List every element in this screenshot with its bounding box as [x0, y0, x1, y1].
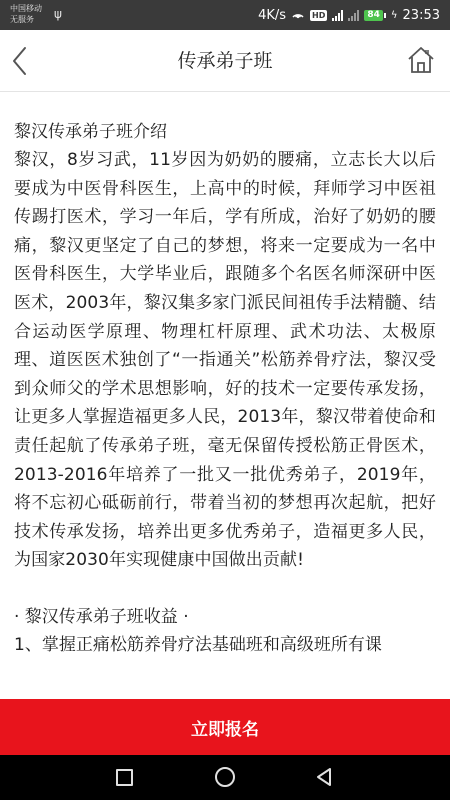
carrier-service: 无服务	[10, 15, 34, 24]
network-speed: 4K/s	[258, 7, 287, 23]
hotspot-icon	[291, 7, 305, 23]
home-button[interactable]	[406, 44, 436, 76]
status-indicators	[258, 0, 440, 30]
battery-tip	[384, 13, 386, 18]
signup-button[interactable]: 立即报名	[0, 699, 450, 755]
hd-badge: HD	[312, 10, 326, 20]
system-nav-bar	[0, 755, 450, 800]
carrier-info	[10, 3, 42, 25]
square-recent-apps-icon[interactable]	[116, 769, 133, 786]
home-icon	[406, 44, 436, 76]
signal-strength-icon	[332, 9, 343, 21]
article-content[interactable]	[0, 93, 450, 699]
carrier-name: 中国移动	[10, 4, 42, 13]
triangle-back-icon[interactable]	[314, 766, 336, 788]
benefit-item: 1、掌握正痛松筋养骨疗法基础班和高级班所有课	[14, 634, 382, 655]
battery-icon	[364, 10, 386, 21]
page-title: 传承弟子班	[177, 50, 273, 72]
charging-icon: ϟ	[390, 9, 398, 21]
battery-level: 84	[364, 10, 383, 21]
clock: 23:53	[402, 7, 440, 23]
usb-icon: ψ	[54, 7, 62, 21]
intro-body: 黎汉，8岁习武，11岁因为奶奶的腰痛，立志长大以后要成为中医骨科医生，上高中的时候，拜师学习中医祖传踢打医术，学习一年后，学有所成，治好了奶奶的腰痛，黎汉更坚定了自己的梦想，将来一定要成为一名中医骨科医生，大学毕业后，跟随多个名医名师深研中医医术，2003年，黎汉集多家门派民间祖传手法精髓、结合运动医学原理、物理杠杆原理、武术功法、太极原理、道医医术独创了“一指通关”松筋养骨疗法，黎汉受到众师父的学术思想影响，好的技术一定要传承发扬，让更多人掌握造福更多人民，2013年，黎汉带着使命和责任起航了传承弟子班，毫无保留传授松筋正骨医术，2013-2016年培养了一批又一批优秀弟子，2019年，将不忘初心砥砺前行，带着当初的梦想再次起航，把好技术传承发扬，培养出更多优秀弟子，造福更多人民，为国家2030年实现健康中国做出贡献!	[14, 150, 436, 571]
circle-home-icon[interactable]	[215, 767, 235, 787]
signal-weak-icon	[348, 9, 359, 21]
intro-title: 黎汉传承弟子班介绍	[14, 122, 167, 142]
app-header	[0, 30, 450, 92]
benefits-title: · 黎汉传承弟子班收益 ·	[14, 606, 189, 627]
status-bar	[0, 0, 450, 30]
